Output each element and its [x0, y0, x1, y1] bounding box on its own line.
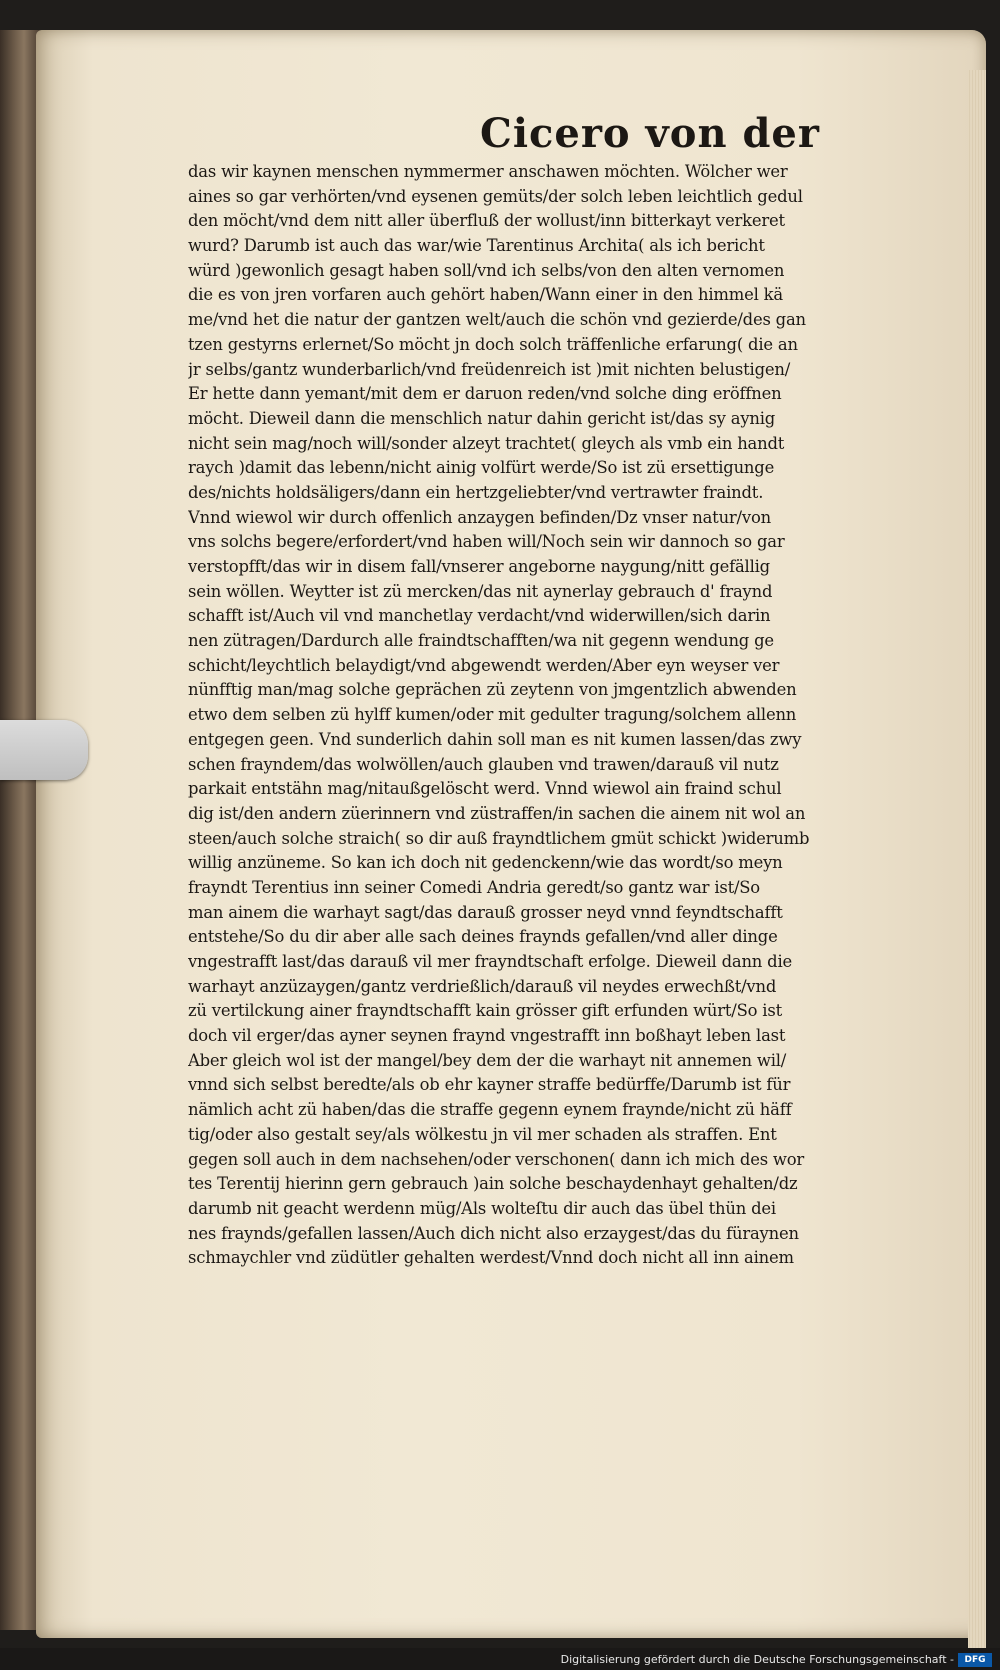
text-line: vnnd sich selbst beredte/als ob ehr kayner straffe bedürffe/Darumb ist für	[188, 1075, 791, 1095]
text-line: das wir kaynen menschen nymmermer anschawen möchten. Wölcher wer	[188, 162, 788, 181]
text-line: vngestrafft last/das darauß vil mer frayndtschaft erfolge. Dieweil dann die	[188, 952, 792, 971]
text-line: steen/auch solche straich( so dir auß frayndtlichem gmüt schickt )widerumb	[188, 828, 810, 848]
bookmark-tab	[0, 720, 88, 780]
text-line: wurd? Darumb ist auch das war/wie Tarentinus Archita( als ich bericht	[188, 236, 765, 256]
text-line: entstehe/So du dir aber alle sach deines fraynds gefallen/vnd aller dinge	[188, 927, 778, 947]
text-line: würd )gewonlich gesagt haben soll/vnd ich selbs/von den alten vernomen	[188, 260, 785, 280]
dfg-logo-icon: DFG	[958, 1653, 992, 1667]
text-line: warhayt anzüzaygen/gantz verdrießlich/darauß vil neydes erwechßt/vnd	[188, 976, 777, 996]
text-line: nünfftig man/mag solche geprächen zü zeytenn von jmgentzlich abwenden	[188, 680, 797, 700]
text-line: verstopfft/das wir in disem fall/vnserer angeborne naygung/nitt gefällig	[188, 557, 770, 576]
text-line: entgegen geen. Vnd sunderlich dahin soll man es nit kumen lassen/das zwy	[188, 729, 802, 749]
text-line: tig/oder also gestalt sey/als wölkestu jn vil mer schaden als straffen. Ent	[188, 1124, 777, 1144]
text-line: den möcht/vnd dem nitt aller überfluß der wollust/inn bitterkayt verkeret	[188, 211, 785, 231]
text-line: me/vnd het die natur der gantzen welt/auch die schön vnd gezierde/des gan	[188, 310, 806, 330]
text-line: schafft ist/Auch vil vnd manchetlay verdacht/vnd widerwillen/sich darin	[188, 606, 771, 626]
text-line: des/nichts holdsäligers/dann ein hertzgeliebter/vnd vertrawter fraindt.	[188, 482, 764, 502]
text-line: zü vertilckung ainer frayndtschafft kain grösser gift erfunden würt/So ist	[188, 1001, 782, 1021]
text-line: doch vil erger/das ayner seynen fraynd vngestrafft inn boßhayt leben last	[188, 1026, 786, 1046]
footer-bar	[0, 1648, 1000, 1670]
text-block	[188, 160, 948, 1271]
text-line: nen zütragen/Dardurch alle fraindtschafften/wa nit gegenn wendung ge	[188, 631, 774, 651]
text-line: sein wöllen. Weytter ist zü mercken/das nit aynerlay gebrauch d' fraynd	[188, 581, 773, 601]
text-line: schen frayndem/das wolwöllen/auch glauben vnd trawen/darauß vil nutz	[188, 754, 779, 774]
text-line: etwo dem selben zü hylff kumen/oder mit gedulter tragung/solchem allenn	[188, 705, 797, 725]
text-line: Er hette dann yemant/mit dem er daruon reden/vnd solche ding eröffnen	[188, 384, 782, 404]
text-line: jr selbs/gantz wunderbarlich/vnd freüdenreich ist )mit nichten belustigen/	[188, 359, 791, 379]
text-line: dig ist/den andern züerinnern vnd züstraffen/in sachen die ainem nit wol an	[188, 803, 806, 823]
text-line: Aber gleich wol ist der mangel/bey dem der die warhayt nit annemen wil/	[188, 1050, 787, 1070]
footer-credit: Digitalisierung gefördert durch die Deutsche Forschungsgemeinschaft -	[560, 1653, 954, 1666]
text-line: frayndt Terentius inn seiner Comedi Andria geredt/so gantz war ist/So	[188, 877, 760, 897]
text-line: willig anzüneme. So kan ich doch nit gedenckenn/wie das wordt/so meyn	[188, 853, 783, 873]
text-line: tes Terentij hierinn gern gebrauch )ain solche beschaydenhayt gehalten/dz	[188, 1174, 798, 1194]
text-line: nicht sein mag/noch will/sonder alzeyt trachtet( gleych als vmb ein handt	[188, 433, 785, 453]
running-head: Cicero von der	[480, 110, 820, 157]
text-line: man ainem die warhayt sagt/das darauß grosser neyd vnnd feyndtschafft	[188, 902, 783, 922]
text-line: möcht. Dieweil dann die menschlich natur dahin gericht ist/das sy aynig	[188, 408, 776, 428]
text-line: vns solchs begere/erfordert/vnd haben will/Noch sein wir dannoch so gar	[188, 532, 785, 552]
text-line: die es von jren vorfaren auch gehört haben/Wann einer in den himmel kä	[188, 285, 783, 305]
text-line: schmaychler vnd züdütler gehalten werdest/Vnnd doch nicht all inn ainem	[188, 1248, 794, 1268]
text-line: darumb nit geacht werdenn müg/Als wolteſtu dir auch das übel thün dei	[188, 1198, 776, 1218]
book-spine-edge	[0, 30, 40, 1630]
text-line: schicht/leychtlich belaydigt/vnd abgewendt werden/Aber eyn weyser ver	[188, 655, 780, 675]
text-line: nämlich acht zü haben/das die straffe gegenn eynem fraynde/nicht zü häff	[188, 1100, 792, 1120]
text-line: Vnnd wiewol wir durch offenlich anzaygen befinden/Dz vnser natur/von	[188, 507, 771, 527]
text-line: raych )damit das lebenn/nicht ainig volfürt werde/So ist zü ersettigunge	[188, 458, 775, 478]
text-line: gegen soll auch in dem nachsehen/oder verschonen( dann ich mich des wor	[188, 1149, 805, 1169]
page-fore-edge	[968, 70, 986, 1660]
text-line: parkait entstähn mag/nitaußgelöscht werd. Vnnd wiewol ain fraind schul	[188, 779, 782, 799]
text-line: nes fraynds/gefallen lassen/Auch dich nicht also erzaygest/das du füraynen	[188, 1223, 799, 1243]
text-line: tzen gestyrns erlernet/So möcht jn doch solch träffenliche erfarung( die an	[188, 334, 798, 354]
text-line: aines so gar verhörten/vnd eysenen gemüts/der solch leben leichtlich gedul	[188, 186, 803, 206]
